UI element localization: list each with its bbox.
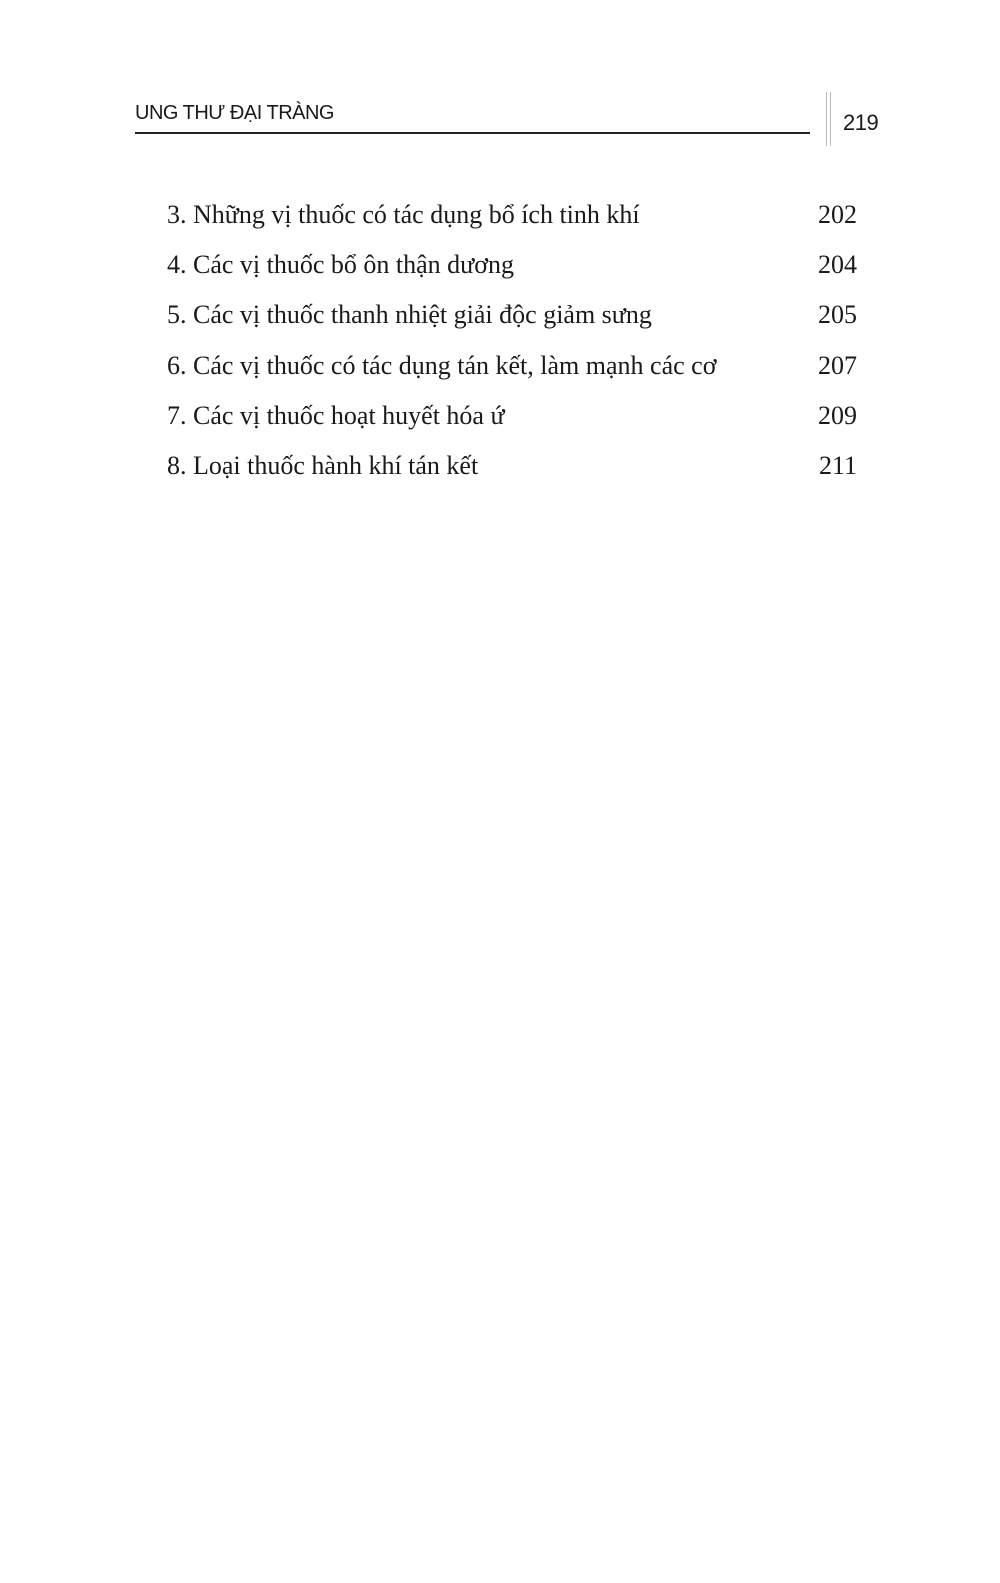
page-number: 219 [843, 110, 879, 135]
toc-entry-page: 205 [818, 300, 857, 330]
toc-entry-page: 207 [818, 350, 857, 380]
toc-entry-page: 204 [818, 250, 857, 280]
toc-entry-title: 4. Các vị thuốc bổ ôn thận dương [167, 250, 515, 280]
toc-entry [167, 295, 857, 345]
toc-entry-page: 202 [818, 200, 857, 229]
header-divider [826, 92, 831, 146]
running-header [135, 98, 810, 134]
toc-entry-title: 6. Các vị thuốc có tác dụng tán kết, làm mạnh các cơ [167, 350, 717, 380]
toc-entry [167, 396, 857, 446]
toc-entry [167, 245, 857, 295]
toc-entry [167, 446, 857, 496]
toc-entry-page: 211 [818, 450, 857, 480]
toc-entry [167, 195, 857, 245]
table-of-contents [167, 195, 857, 496]
toc-entry-title: 8. Loại thuốc hành khí tán kết [167, 450, 479, 480]
toc-entry-title: 5. Các vị thuốc thanh nhiệt giải độc giảm sưng [167, 300, 652, 330]
running-title: UNG THƯ ĐẠI TRÀNG [135, 102, 334, 124]
toc-entry-page: 209 [818, 400, 857, 430]
toc-entry-title: 7. Các vị thuốc hoạt huyết hóa ứ [167, 400, 505, 430]
toc-entry [167, 346, 857, 396]
toc-entry-title: 3. Những vị thuốc có tác dụng bổ ích tinh khí [167, 200, 640, 229]
